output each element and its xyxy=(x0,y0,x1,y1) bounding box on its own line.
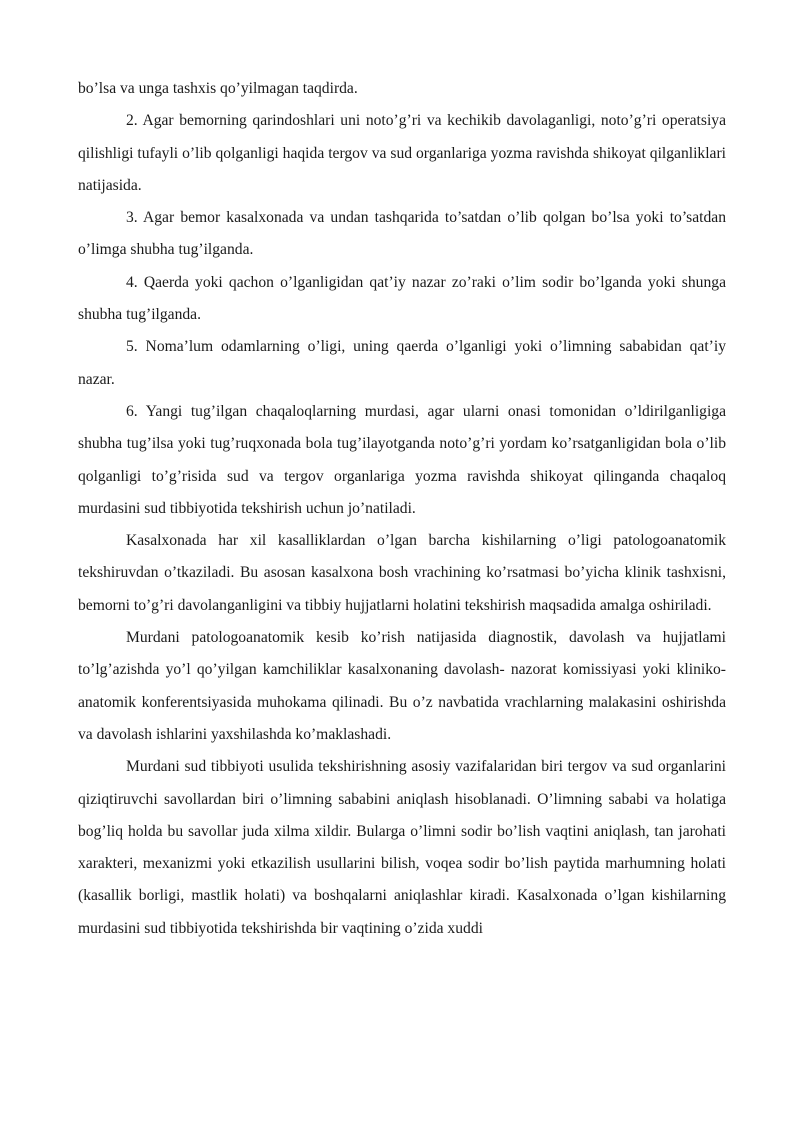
paragraph-item-2: 2. Agar bemorning qarindoshlari uni noto’g’ri va kechikib davolaganligi, noto’g’ri operatsiya qilishligi tufayli o’lib qolganligi haqida tergov va sud organlariga yozma ravishda shikoyat qilganliklari natijasida. xyxy=(78,112,726,194)
document-page xyxy=(78,73,726,945)
paragraph-continuation: bo’lsa va unga tashxis qo’yilmagan taqdirda. xyxy=(78,80,358,97)
paragraph-pathology-exam: Kasalxonada har xil kasalliklardan o’lgan barcha kishilarning o’ligi patologoanatomik tekshiruvdan o’tkaziladi. Bu asosan kasalxona bosh vrachining ko’rsatmasi bo’yicha klinik tashxisni, bemorni to’g’ri davolanganligini va tibbiy hujjatlarni holatini tekshirish maqsadida amalga oshiriladi. xyxy=(78,532,726,614)
paragraph-autopsy-results: Murdani patologoanatomik kesib ko’rish natijasida diagnostik, davolash va hujjatlami to’lg’azishda yo’l qo’yilgan kamchiliklar kasalxonaning davolash- nazorat komissiyasi yoki kliniko-anatomik konferentsiyasida muhokama qilinadi. Bu o’z navbatida vrachlarning malakasini oshirishda va davolash ishlarini yaxshilashda ko’maklashadi. xyxy=(78,629,726,743)
paragraph-item-5: 5. Noma’lum odamlarning o’ligi, uning qaerda o’lganligi yoki o’limning sababidan qat’iy nazar. xyxy=(78,338,726,388)
paragraph-forensic-tasks: Murdani sud tibbiyoti usulida tekshirishning asosiy vazifalaridan biri tergov va sud organlarini qiziqtiruvchi savollardan biri o’limning sababini aniqlash hisoblanadi. O’limning sababi va holatiga bog’liq holda bu savollar juda xilma xildir. Bularga o’limni sodir bo’lish vaqtini aniqlash, tan jarohati xarakteri, mexanizmi yoki etkazilish usullarini bilish, voqea sodir bo’lish paytida marhumning holati (kasallik borligi, mastlik holati) va boshqalarni aniqlashlar kiradi. Kasalxonada o’lgan kishilarning murdasini sud tibbiyotida tekshirishda bir vaqtining o’zida xuddi xyxy=(78,758,726,937)
paragraph-item-4: 4. Qaerda yoki qachon o’lganligidan qat’iy nazar zo’raki o’lim sodir bo’lganda yoki shunga shubha tug’ilganda. xyxy=(78,273,726,324)
paragraph-item-6: 6. Yangi tug’ilgan chaqaloqlarning murdasi, agar ularni onasi tomonidan o’ldirilganligiga shubha tug’ilsa yoki tug’ruqxonada bola tug’ilayotganda noto’g’ri yordam ko’rsatganligidan bola o’lib qolganligi to’g’risida sud va tergov organlariga yozma ravishda shikoyat qilinganda chaqaloq murdasini sud tibbiyotida tekshirish uchun jo’natiladi. xyxy=(78,402,726,517)
paragraph-item-3: 3. Agar bemor kasalxonada va undan tashqarida to’satdan o’lib qolgan bo’lsa yoki to’satdan o’limga shubha tug’ilganda. xyxy=(78,209,726,259)
